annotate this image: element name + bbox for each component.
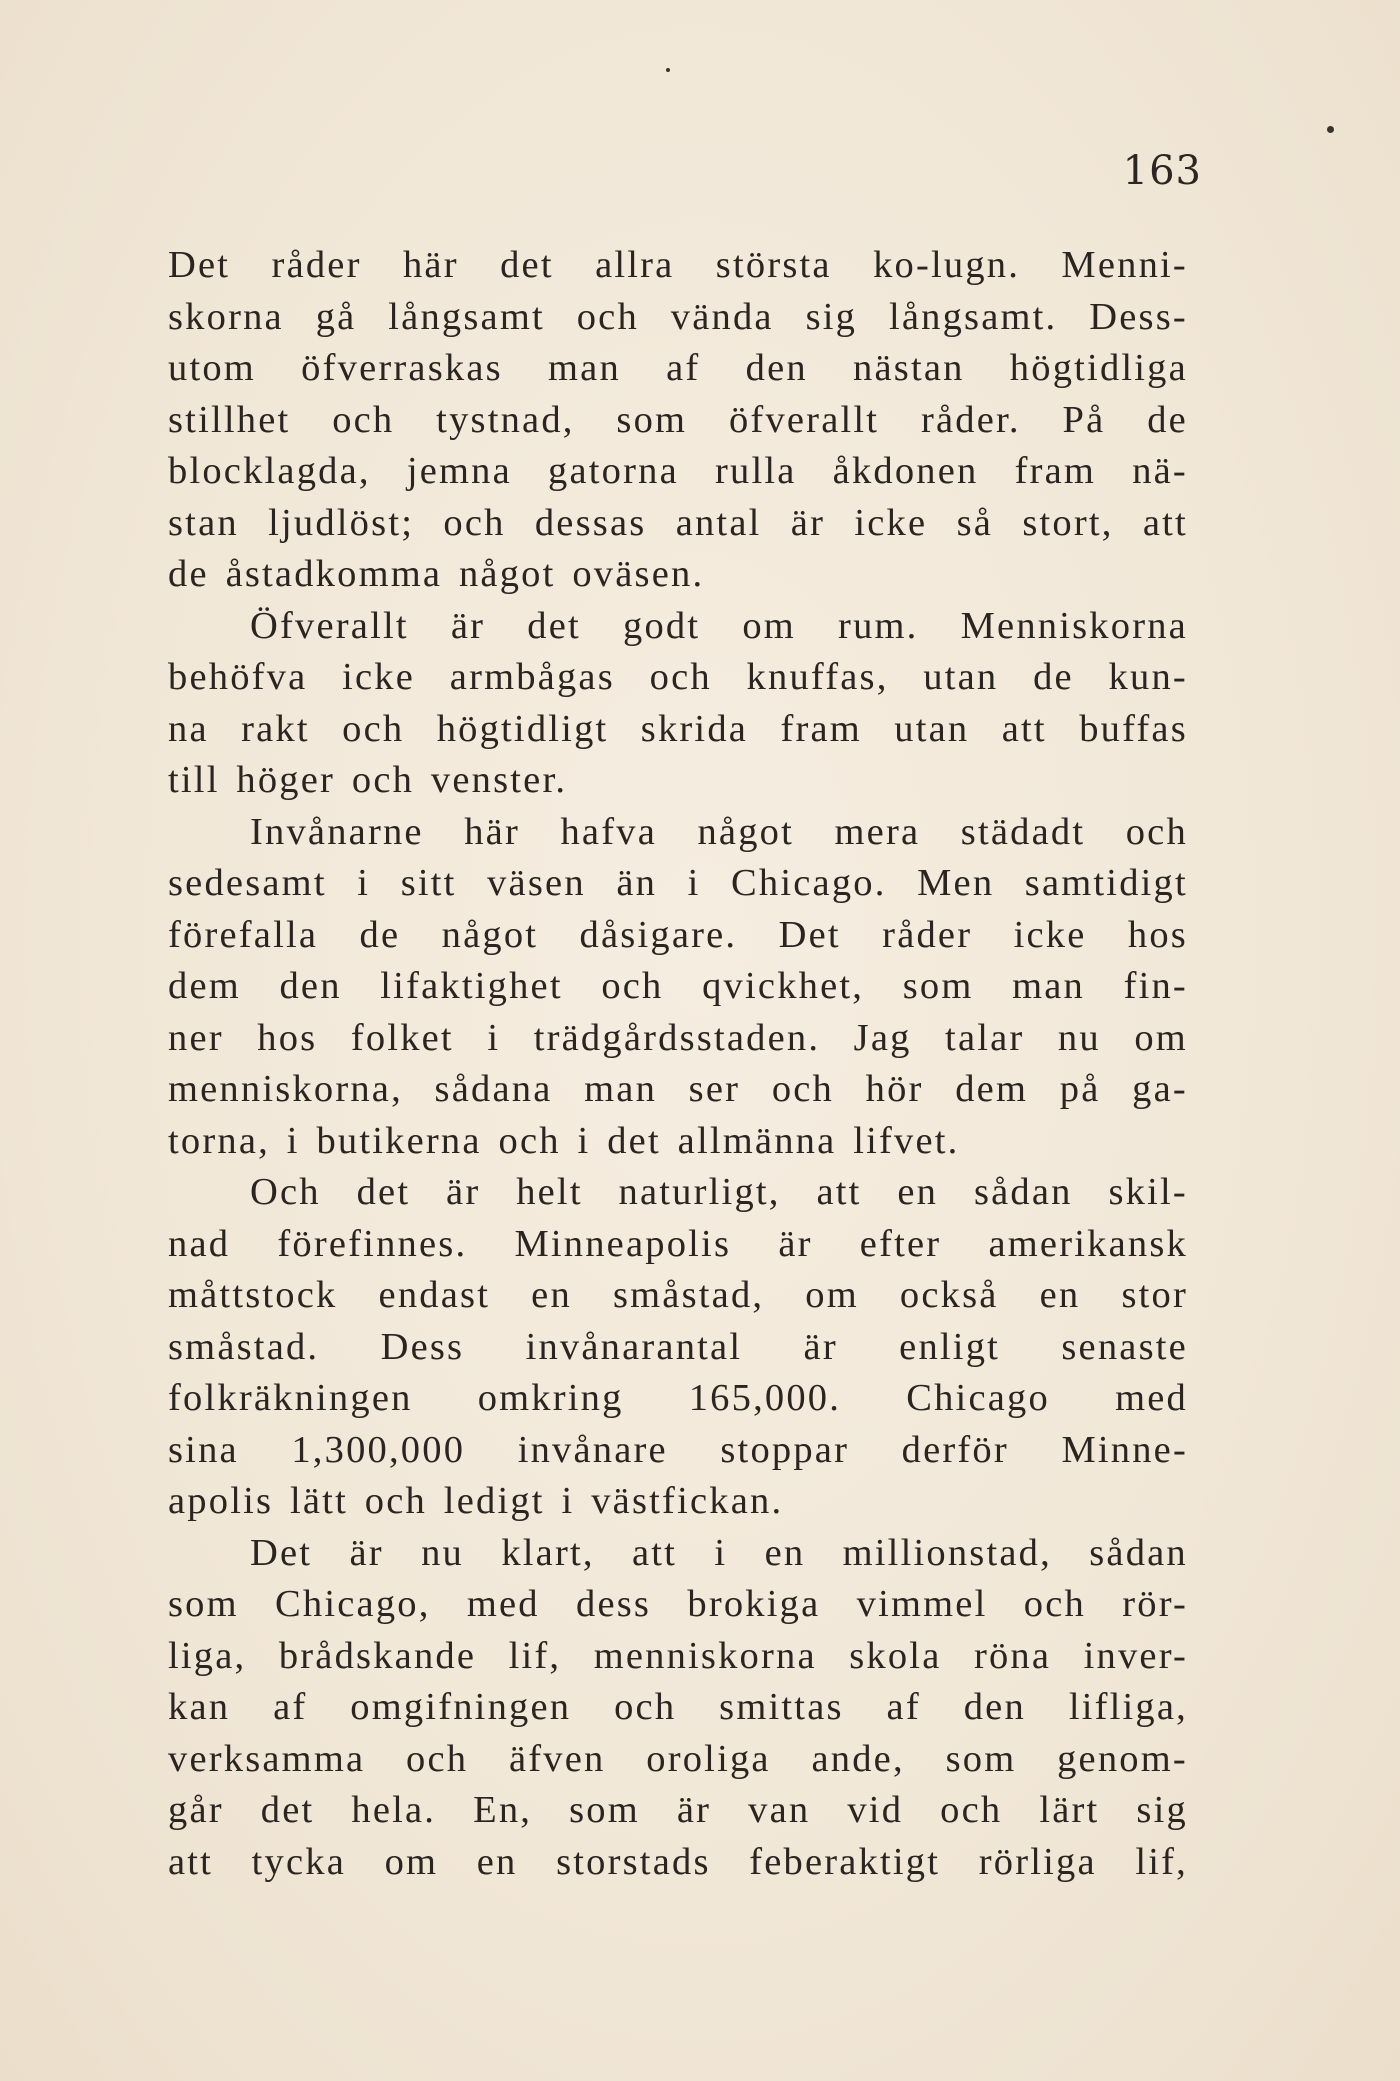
word: en bbox=[897, 1171, 939, 1213]
word: oroliga bbox=[646, 1737, 771, 1780]
word: lif, bbox=[1135, 1840, 1188, 1883]
text-line bbox=[168, 910, 1188, 962]
word: dåsigare. bbox=[579, 913, 738, 956]
word: armbågas bbox=[449, 656, 615, 698]
word: fin- bbox=[1123, 965, 1188, 1007]
word: mera bbox=[834, 810, 921, 853]
word: lifaktighet bbox=[380, 965, 563, 1007]
text-line bbox=[168, 1373, 1188, 1425]
word: endast bbox=[378, 1274, 491, 1316]
word: och bbox=[1125, 810, 1188, 853]
word: millionstad, bbox=[842, 1531, 1052, 1574]
word: af bbox=[886, 1686, 921, 1728]
word: ner bbox=[168, 1016, 224, 1059]
word: råder. bbox=[920, 398, 1021, 441]
word: derför bbox=[901, 1428, 1009, 1471]
word: Minneapolis bbox=[514, 1222, 732, 1265]
word: är bbox=[803, 1325, 838, 1368]
word: om bbox=[1134, 1016, 1188, 1059]
word: icke bbox=[1013, 913, 1087, 956]
word: efter bbox=[859, 1222, 942, 1265]
word: som bbox=[945, 1737, 1017, 1780]
word: blocklagda, bbox=[168, 450, 371, 492]
text-line bbox=[168, 1425, 1188, 1477]
word: ga- bbox=[1132, 1068, 1188, 1110]
word: stillhet bbox=[168, 398, 291, 441]
word: ande, bbox=[811, 1737, 905, 1780]
word: feberaktigt bbox=[749, 1840, 941, 1883]
word: sitt bbox=[400, 862, 457, 904]
word: den bbox=[745, 347, 808, 389]
word: vända bbox=[670, 295, 774, 338]
word: en bbox=[764, 1531, 806, 1574]
text-line bbox=[168, 1322, 1188, 1374]
text-line bbox=[168, 1064, 1188, 1116]
word: och bbox=[332, 398, 395, 441]
word: Öfverallt bbox=[250, 604, 409, 647]
word: i bbox=[714, 1531, 728, 1574]
word: hos bbox=[1127, 913, 1188, 956]
ink-speck bbox=[666, 68, 670, 72]
word: nad bbox=[168, 1222, 231, 1265]
word: om bbox=[742, 604, 796, 647]
word: Menni- bbox=[1061, 244, 1188, 286]
word: ljudlöst; bbox=[268, 501, 415, 544]
text-line: de åstadkomma något oväsen. bbox=[168, 553, 705, 595]
word: öfverallt bbox=[728, 398, 880, 441]
word: gå bbox=[315, 295, 357, 338]
text-line bbox=[168, 1528, 1188, 1580]
word: En, bbox=[473, 1789, 533, 1831]
text-line bbox=[168, 446, 1188, 498]
word: att bbox=[816, 1171, 862, 1213]
text-line bbox=[168, 1579, 1188, 1631]
word: i bbox=[687, 862, 701, 904]
word: rakt bbox=[241, 707, 310, 750]
word: trädgårdsstaden. bbox=[533, 1016, 821, 1059]
word: nästan bbox=[853, 347, 965, 389]
word: går bbox=[168, 1789, 224, 1831]
body-text bbox=[168, 240, 1188, 1888]
word: van bbox=[748, 1789, 811, 1831]
word: stoppar bbox=[720, 1428, 850, 1471]
word: genom- bbox=[1057, 1737, 1188, 1780]
text-line bbox=[168, 1682, 1188, 1734]
word: väsen bbox=[487, 862, 586, 904]
word: smittas bbox=[719, 1686, 844, 1728]
word: är bbox=[790, 501, 826, 544]
word: är bbox=[778, 1222, 813, 1265]
word: tystnad, bbox=[436, 398, 575, 441]
word: sig bbox=[805, 295, 858, 338]
word: och bbox=[1023, 1583, 1086, 1625]
word: verksamma bbox=[168, 1737, 366, 1780]
word: med bbox=[466, 1583, 540, 1625]
word: röna bbox=[973, 1634, 1052, 1677]
word: också bbox=[899, 1274, 999, 1316]
word: amerikansk bbox=[988, 1222, 1188, 1265]
word: na bbox=[168, 707, 209, 750]
word: fram bbox=[780, 707, 862, 750]
word: invånarantal bbox=[525, 1325, 743, 1368]
word: gatorna bbox=[548, 450, 679, 492]
word: hela. bbox=[351, 1789, 437, 1831]
text-line bbox=[168, 292, 1188, 344]
word: lifliga, bbox=[1068, 1686, 1188, 1728]
word: det bbox=[356, 1171, 411, 1213]
word: med bbox=[1115, 1377, 1188, 1419]
word: dem bbox=[168, 965, 241, 1007]
word: Chicago. bbox=[731, 862, 887, 904]
word: den bbox=[963, 1686, 1026, 1728]
word: liga, bbox=[168, 1634, 247, 1677]
word: är bbox=[446, 1171, 481, 1213]
word: och bbox=[576, 295, 639, 338]
word: Minne- bbox=[1061, 1428, 1188, 1471]
word: hos bbox=[257, 1016, 318, 1059]
word: vimmel bbox=[856, 1583, 988, 1625]
ink-speck bbox=[1327, 126, 1334, 133]
word: så bbox=[956, 501, 994, 544]
word: en bbox=[476, 1840, 518, 1883]
word: åkdonen bbox=[832, 450, 979, 492]
word: Invånarne bbox=[250, 810, 424, 853]
text-line bbox=[168, 395, 1188, 447]
word: enligt bbox=[899, 1325, 1001, 1368]
word: dessas bbox=[534, 501, 647, 544]
word: det bbox=[500, 244, 554, 286]
text-line bbox=[168, 1785, 1188, 1837]
text-line bbox=[168, 1013, 1188, 1065]
word: de bbox=[1147, 398, 1188, 441]
word: och bbox=[614, 1686, 677, 1728]
word: än bbox=[616, 862, 658, 904]
word: Det bbox=[778, 913, 841, 956]
word: att bbox=[1142, 501, 1188, 544]
word: På bbox=[1062, 398, 1106, 441]
word: hör bbox=[865, 1068, 924, 1110]
word: och bbox=[649, 656, 712, 698]
word: som bbox=[902, 965, 974, 1007]
text-line bbox=[168, 858, 1188, 910]
word: 1,300,000 bbox=[291, 1428, 466, 1471]
word: största bbox=[715, 244, 832, 286]
word: skola bbox=[849, 1634, 942, 1677]
word: Det bbox=[250, 1531, 313, 1574]
word: den bbox=[279, 965, 342, 1007]
word: tycka bbox=[251, 1840, 347, 1883]
word: de bbox=[1033, 656, 1074, 698]
word: skorna bbox=[168, 295, 284, 338]
word: om bbox=[805, 1274, 859, 1316]
word: icke bbox=[854, 501, 928, 544]
word: och bbox=[940, 1789, 1003, 1831]
text-line bbox=[168, 807, 1188, 859]
text-line bbox=[168, 1270, 1188, 1322]
text-line bbox=[168, 1631, 1188, 1683]
word: en bbox=[531, 1274, 572, 1316]
word: folkräkningen bbox=[168, 1377, 413, 1419]
word: och bbox=[406, 1737, 469, 1780]
word: Menniskorna bbox=[960, 604, 1188, 647]
word: här bbox=[402, 244, 459, 286]
word: sina bbox=[168, 1428, 239, 1471]
word: om bbox=[384, 1840, 439, 1883]
word: råder bbox=[271, 244, 362, 286]
word: allra bbox=[595, 244, 675, 286]
word: helt bbox=[516, 1171, 583, 1213]
word: de bbox=[359, 913, 401, 956]
word: är bbox=[676, 1789, 712, 1831]
text-line: torna, i butikerna och i det allmänna lifvet. bbox=[168, 1119, 960, 1162]
word: och bbox=[771, 1068, 835, 1110]
word: stan bbox=[168, 501, 239, 544]
word: något bbox=[697, 810, 795, 853]
text-line bbox=[168, 1219, 1188, 1271]
word: ser bbox=[688, 1068, 741, 1110]
word: man bbox=[548, 347, 621, 389]
word: qvickhet, bbox=[702, 965, 865, 1007]
word: i bbox=[487, 1016, 501, 1059]
text-line bbox=[168, 961, 1188, 1013]
word: brokiga bbox=[687, 1583, 821, 1625]
word: vid bbox=[847, 1789, 904, 1831]
word: något bbox=[441, 913, 539, 956]
word: en bbox=[1039, 1274, 1081, 1316]
word: ko-lugn. bbox=[873, 244, 1021, 286]
word: är bbox=[450, 604, 486, 647]
word: lärt bbox=[1039, 1789, 1100, 1831]
word: fram bbox=[1014, 450, 1097, 492]
word: långsamt bbox=[388, 295, 545, 338]
word: städadt bbox=[960, 810, 1086, 853]
text-line bbox=[168, 1837, 1188, 1889]
word: knuffas, bbox=[746, 656, 889, 698]
word: inver- bbox=[1083, 1634, 1188, 1677]
word: öfverraskas bbox=[301, 347, 503, 389]
word: senaste bbox=[1061, 1325, 1188, 1368]
word: och bbox=[601, 965, 664, 1007]
word: Men bbox=[917, 862, 995, 904]
word: kun- bbox=[1108, 656, 1188, 698]
word: Chicago bbox=[906, 1377, 1050, 1419]
word: samtidigt bbox=[1024, 862, 1188, 904]
word: Och bbox=[250, 1171, 321, 1213]
word: klart, bbox=[501, 1531, 595, 1574]
text-line: till höger och venster. bbox=[168, 759, 568, 801]
word: högtidliga bbox=[1009, 347, 1188, 389]
word: utom bbox=[168, 347, 256, 389]
word: på bbox=[1059, 1068, 1101, 1110]
word: att bbox=[168, 1840, 214, 1883]
text-line bbox=[168, 1167, 1188, 1219]
word: utan bbox=[894, 707, 970, 750]
text-line bbox=[168, 1734, 1188, 1786]
word: här bbox=[464, 810, 520, 853]
word: kan bbox=[168, 1686, 231, 1728]
text-line bbox=[168, 704, 1188, 756]
word: det bbox=[260, 1789, 315, 1831]
text-line: apolis lätt och ledigt i västfickan. bbox=[168, 1480, 784, 1522]
word: behöfva bbox=[168, 656, 308, 698]
word: som bbox=[616, 398, 688, 441]
word: långsamt. bbox=[888, 295, 1058, 338]
word: högtidligt bbox=[436, 707, 609, 750]
word: dess bbox=[576, 1583, 652, 1625]
word: Jag bbox=[853, 1016, 912, 1059]
word: naturligt, bbox=[618, 1171, 781, 1213]
word: sedesamt bbox=[168, 862, 327, 904]
word: folket bbox=[350, 1016, 454, 1059]
word: förefinnes. bbox=[277, 1222, 468, 1265]
word: det bbox=[527, 604, 581, 647]
text-line bbox=[168, 498, 1188, 550]
word: och bbox=[342, 707, 405, 750]
word: äfven bbox=[509, 1737, 606, 1780]
word: icke bbox=[342, 656, 416, 698]
word: antal bbox=[675, 501, 762, 544]
word: godt bbox=[623, 604, 701, 647]
word: omgifningen bbox=[350, 1686, 572, 1728]
word: man bbox=[1012, 965, 1085, 1007]
text-line bbox=[168, 240, 1188, 292]
word: är bbox=[349, 1531, 384, 1574]
word: småstad. bbox=[168, 1325, 320, 1368]
word: talar bbox=[945, 1016, 1025, 1059]
word: af bbox=[666, 347, 701, 389]
word: rum. bbox=[838, 604, 919, 647]
word: brådskande bbox=[278, 1634, 477, 1677]
word: buffas bbox=[1079, 707, 1188, 750]
page-number: 163 bbox=[1122, 148, 1202, 194]
word: skil- bbox=[1108, 1171, 1188, 1213]
word: sådan bbox=[973, 1171, 1073, 1213]
word: som bbox=[168, 1583, 239, 1625]
word: skrida bbox=[640, 707, 749, 750]
word: nä- bbox=[1132, 450, 1188, 492]
word: och bbox=[443, 501, 506, 544]
word: Det bbox=[168, 244, 231, 286]
word: storstads bbox=[556, 1840, 711, 1883]
word: hafva bbox=[560, 810, 657, 853]
word: man bbox=[584, 1068, 658, 1110]
word: menniskorna, bbox=[168, 1068, 403, 1110]
word: nu bbox=[421, 1531, 465, 1574]
word: Chicago, bbox=[275, 1583, 431, 1625]
word: rulla bbox=[714, 450, 797, 492]
word: som bbox=[569, 1789, 640, 1831]
word: invånare bbox=[517, 1428, 668, 1471]
word: lif, bbox=[508, 1634, 562, 1677]
word: dem bbox=[955, 1068, 1029, 1110]
word: att bbox=[632, 1531, 678, 1574]
word: att bbox=[1001, 707, 1047, 750]
word: råder bbox=[882, 913, 973, 956]
word: 165,000. bbox=[688, 1377, 842, 1419]
word: af bbox=[273, 1686, 308, 1728]
text-line bbox=[168, 601, 1188, 653]
text-line bbox=[168, 343, 1188, 395]
word: nu bbox=[1057, 1016, 1101, 1059]
word: måttstock bbox=[168, 1274, 338, 1316]
word: rörliga bbox=[978, 1840, 1097, 1883]
word: sådana bbox=[434, 1068, 553, 1110]
word: menniskorna bbox=[593, 1634, 817, 1677]
word: sådan bbox=[1089, 1531, 1188, 1574]
word: stor bbox=[1121, 1274, 1188, 1316]
word: utan bbox=[923, 656, 999, 698]
word: omkring bbox=[477, 1377, 624, 1419]
word: förefalla bbox=[168, 913, 319, 956]
word: stort, bbox=[1022, 501, 1114, 544]
word: Dess- bbox=[1089, 295, 1188, 338]
text-line bbox=[168, 652, 1188, 704]
word: småstad, bbox=[612, 1274, 765, 1316]
word: rör- bbox=[1122, 1583, 1188, 1625]
word: jemna bbox=[406, 450, 512, 492]
word: i bbox=[357, 862, 371, 904]
word: Dess bbox=[380, 1325, 465, 1368]
word: sig bbox=[1136, 1789, 1188, 1831]
